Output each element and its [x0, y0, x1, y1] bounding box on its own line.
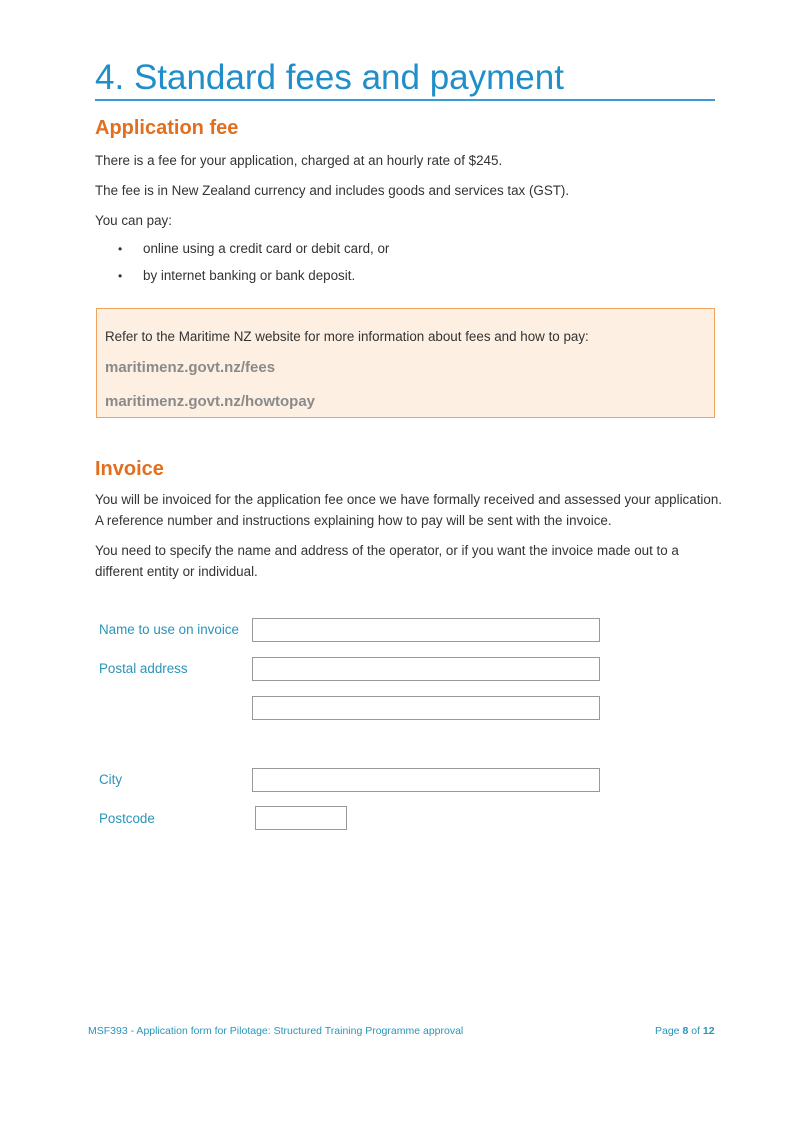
fees-link[interactable]: maritimenz.govt.nz/fees — [105, 359, 276, 376]
name-label: Name to use on invoice — [99, 622, 239, 637]
page-of: of — [691, 1025, 700, 1037]
bullet-item: by internet banking or bank deposit. — [143, 268, 356, 283]
fee-paragraph-2: The fee is in New Zealand currency and includes goods and services tax (GST). — [95, 183, 570, 198]
page-title — [95, 56, 564, 100]
postal-address-line-2-input[interactable] — [252, 696, 600, 720]
info-box-text: Refer to the Maritime NZ website for more information about fees and how to pay: — [105, 329, 589, 344]
application-fee-heading: Application fee — [95, 117, 239, 139]
section-number: 4. — [95, 58, 125, 97]
bullet-item: online using a credit card or debit card, or — [143, 241, 390, 256]
howtopay-link[interactable]: maritimenz.govt.nz/howtopay — [105, 393, 316, 410]
city-label: City — [99, 772, 123, 787]
fee-paragraph-1: There is a fee for your application, charged at an hourly rate of $245. — [95, 153, 503, 168]
page-total: 12 — [702, 1025, 715, 1037]
name-input[interactable] — [252, 618, 600, 642]
bullet-icon: • — [118, 269, 123, 283]
invoice-paragraph-1-line-2: A reference number and instructions explaining how to pay will be sent with the invoice. — [95, 513, 612, 528]
title-rule — [95, 99, 715, 101]
postal-address-label: Postal address — [99, 661, 188, 676]
page-prefix: Page — [655, 1025, 680, 1037]
postcode-label: Postcode — [99, 811, 155, 826]
postal-address-line-1-input[interactable] — [252, 657, 600, 681]
invoice-paragraph-1-line-1: You will be invoiced for the application fee once we have formally received and assessed your application. — [95, 492, 723, 507]
invoice-paragraph-2-line-1: You need to specify the name and address of the operator, or if you want the invoice made out to a — [95, 543, 679, 558]
section-title: Standard fees and payment — [133, 58, 564, 97]
bullet-icon: • — [118, 242, 123, 256]
page-current: 8 — [682, 1025, 689, 1037]
postcode-input[interactable] — [255, 806, 347, 830]
invoice-heading: Invoice — [95, 458, 164, 480]
fee-paragraph-3: You can pay: — [95, 213, 172, 228]
footer-form-title: MSF393 - Application form for Pilotage: Structured Training Programme approval — [88, 1025, 464, 1037]
invoice-paragraph-2-line-2: different entity or individual. — [95, 564, 258, 579]
page-number — [655, 1025, 715, 1037]
city-input[interactable] — [252, 768, 600, 792]
